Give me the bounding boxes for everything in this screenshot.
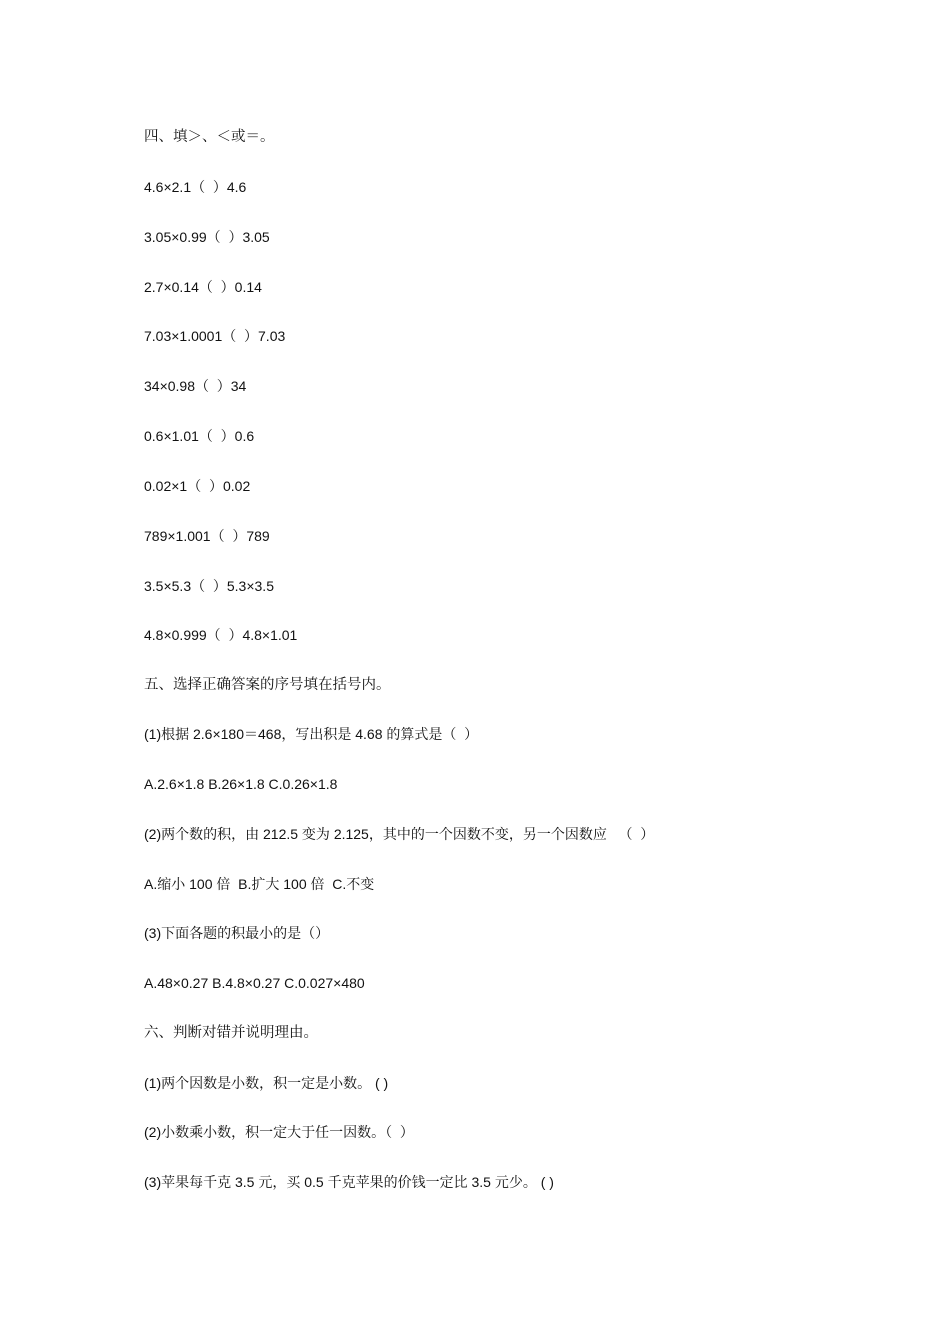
comparison-item-1: 4.6×2.1（ ）4.6 <box>144 179 247 195</box>
section-4-heading: 四、填＞、＜或＝。 <box>144 129 275 145</box>
question-5-3-options: A.48×0.27 B.4.8×0.27 C.0.027×480 <box>144 975 365 991</box>
question-5-2-options: A.缩小 100 倍 B.扩大 100 倍 C.不变 <box>144 876 375 892</box>
question-5-1: (1)根据 2.6×180＝468，写出积是 4.68 的算式是（ ） <box>144 726 479 742</box>
comparison-item-2: 3.05×0.99（ ）3.05 <box>144 229 270 245</box>
question-5-3: (3)下面各题的积最小的是（） <box>144 925 330 941</box>
comparison-item-9: 3.5×5.3（ ）5.3×3.5 <box>144 578 274 594</box>
question-5-1-options: A.2.6×1.8 B.26×1.8 C.0.26×1.8 <box>144 776 338 792</box>
comparison-item-8: 789×1.001（ ）789 <box>144 528 270 544</box>
comparison-item-3: 2.7×0.14（ ）0.14 <box>144 279 262 295</box>
section-6-heading: 六、判断对错并说明理由。 <box>144 1025 318 1041</box>
judgement-6-1: (1)两个因数是小数，积一定是小数。 ( ) <box>144 1075 389 1091</box>
judgement-6-2: (2)小数乘小数，积一定大于任一因数。（ ） <box>144 1124 414 1140</box>
comparison-item-5: 34×0.98（ ）34 <box>144 378 247 394</box>
section-5-heading: 五、选择正确答案的序号填在括号内。 <box>144 677 391 693</box>
comparison-item-7: 0.02×1（ ）0.02 <box>144 478 251 494</box>
judgement-6-3: (3)苹果每千克 3.5 元，买 0.5 千克苹果的价钱一定比 3.5 元少。 ( ) <box>144 1174 554 1190</box>
question-5-2: (2)两个数的积，由 212.5 变为 2.125，其中的一个因数不变，另一个因数应 （ ） <box>144 826 655 842</box>
comparison-item-6: 0.6×1.01（ ）0.6 <box>144 428 255 444</box>
comparison-item-4: 7.03×1.0001（ ）7.03 <box>144 328 286 344</box>
comparison-item-10: 4.8×0.999（ ）4.8×1.01 <box>144 627 298 643</box>
